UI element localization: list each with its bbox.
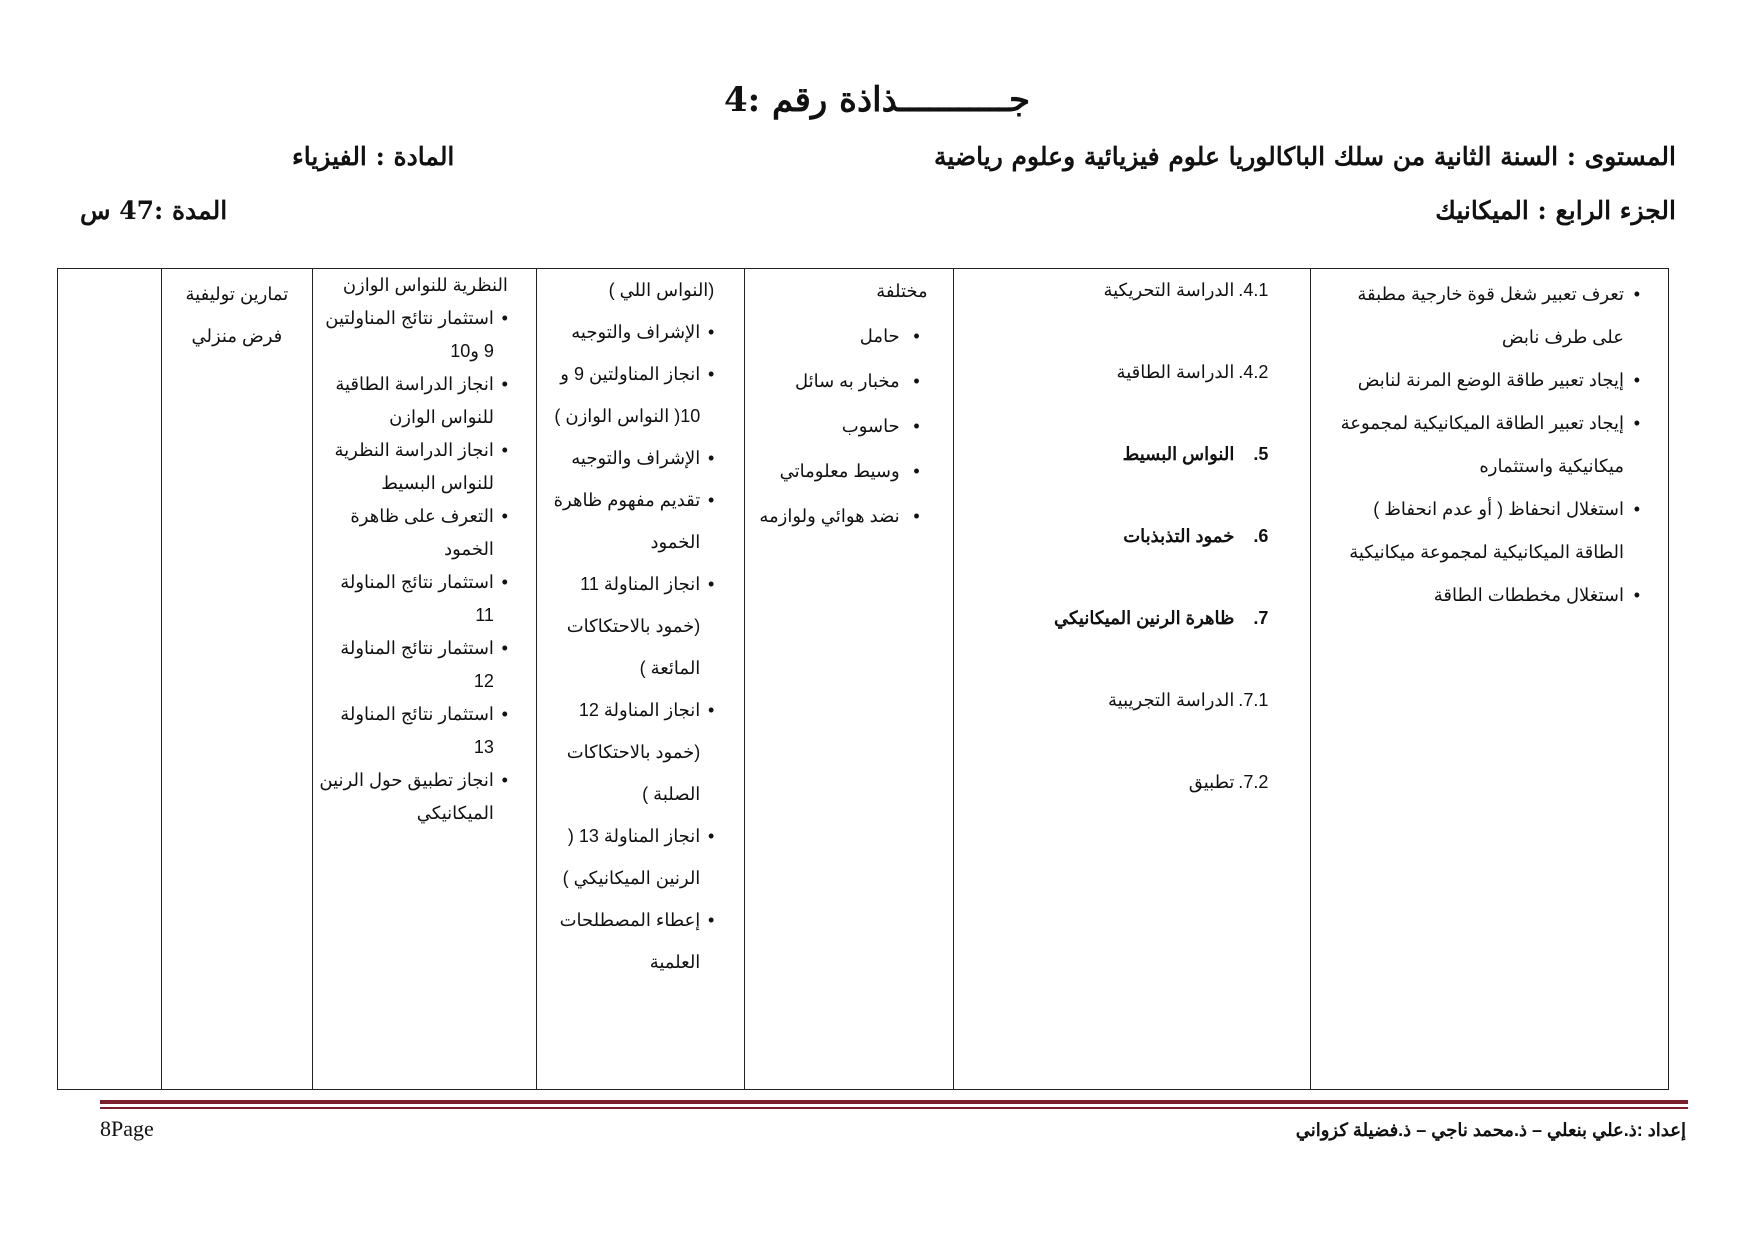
page-number: 8Page xyxy=(100,1116,154,1141)
learner-activity-cell xyxy=(312,269,536,1090)
evaluation-item: تمارين توليفية xyxy=(185,284,289,304)
objective-item: • إيجاد تعبير طاقة الوضع المرنة لنابض xyxy=(1321,359,1640,402)
learner-intro: النظرية للنواس الوازن xyxy=(342,275,508,295)
content-text: الدراسة التحريكية xyxy=(1103,280,1235,300)
learner-item: • استثمار نتائج المناولة 11 xyxy=(319,566,508,632)
teacher-intro: (النواس اللي ) xyxy=(608,280,715,300)
content-item xyxy=(964,597,1269,639)
evaluation-item: فرض منزلي xyxy=(191,326,283,346)
duration-label: المدة :47 س xyxy=(80,196,228,225)
content-text: الدراسة الطاقية xyxy=(1116,362,1235,382)
teacher-item: • انجاز المناولة 12 (خمود بالاحتكاكات الصلبة ) xyxy=(547,689,714,815)
content-number: 5. xyxy=(1253,444,1269,464)
material-item: • وسيط معلوماتي xyxy=(755,449,927,494)
learner-item: • انجاز الدراسة النظرية للنواس البسيط xyxy=(319,434,508,500)
teacher-item: • انجاز المناولة 11 (خمود بالاحتكاكات المائعة ) xyxy=(547,563,714,689)
content-item xyxy=(964,515,1269,557)
content-number: 6. xyxy=(1253,526,1269,546)
objective-item: • تعرف تعبير شغل قوة خارجية مطبقة على طرف نابض xyxy=(1321,273,1640,359)
content-text: خمود التذبذبات xyxy=(1123,526,1235,546)
content-number: 7. xyxy=(1253,608,1269,628)
objective-item: • إيجاد تعبير الطاقة الميكانيكية لمجموعة ميكانيكية واستثماره xyxy=(1321,402,1640,488)
material-item: • حامل xyxy=(755,314,927,359)
material-item: • مخبار به سائل xyxy=(755,359,927,404)
learner-item: • استثمار نتائج المناولة 13 xyxy=(319,698,508,764)
content-text: الدراسة التجريبية xyxy=(1107,690,1235,710)
learner-item: • انجاز تطبيق حول الرنين الميكانيكي xyxy=(319,764,508,830)
subject-label: المادة : الفيزياء xyxy=(292,142,455,171)
content-item xyxy=(964,679,1269,721)
material-item: • حاسوب xyxy=(755,404,927,449)
teacher-activity-cell xyxy=(536,269,744,1090)
content-text: ظاهرة الرنين الميكانيكي xyxy=(1053,608,1235,628)
teacher-item: • الإشراف والتوجيه xyxy=(547,311,714,353)
teacher-item: • انجاز المناولة 13 ( الرنين الميكانيكي ) xyxy=(547,815,714,899)
materials-intro: مختلفة xyxy=(876,281,928,301)
teacher-item: • انجاز المناولتين 9 و 10( النواس الوازن ) xyxy=(547,353,714,437)
objectives-cell xyxy=(1311,269,1669,1090)
content-cell xyxy=(953,269,1311,1090)
content-item xyxy=(964,761,1269,803)
part-label: الجزء الرابع : الميكانيك xyxy=(1435,196,1676,225)
empty-cell xyxy=(58,269,162,1090)
teacher-item: • إعطاء المصطلحات العلمية xyxy=(547,899,714,983)
material-item: • نضد هوائي ولوازمه xyxy=(755,494,927,539)
content-item xyxy=(964,433,1269,475)
learner-item: • استثمار نتائج المناولة 12 xyxy=(319,632,508,698)
content-number: 7.1. xyxy=(1238,690,1269,710)
teacher-item: • تقديم مفهوم ظاهرة الخمود xyxy=(547,479,714,563)
objective-item: • استغلال انحفاظ ( أو عدم انحفاظ ) الطاقة الميكانيكية لمجموعة ميكانيكية xyxy=(1321,488,1640,574)
footer-authors: إعداد :ذ.علي بنعلي – ذ.محمد ناجي – ذ.فضيلة كزواني xyxy=(1295,1120,1686,1140)
content-number: 7.2. xyxy=(1238,772,1269,792)
footer-rule xyxy=(100,1100,1688,1104)
learner-item: • انجاز الدراسة الطاقية للنواس الوازن xyxy=(319,368,508,434)
content-text: تطبيق xyxy=(1188,772,1235,792)
materials-cell xyxy=(745,269,953,1090)
content-item xyxy=(964,269,1269,311)
content-number: 4.2. xyxy=(1238,362,1269,382)
objective-item: • استغلال مخططات الطاقة xyxy=(1321,574,1640,617)
footer-rule-thin xyxy=(100,1107,1688,1109)
learner-item: • استثمار نتائج المناولتين 9 و10 xyxy=(319,302,508,368)
content-number: 4.1. xyxy=(1238,280,1269,300)
lesson-table xyxy=(57,268,1669,1090)
page-title: جـــــــــــذاذة رقم :4 xyxy=(723,80,1031,120)
level-label: المستوى : السنة الثانية من سلك الباكالوريا علوم فيزيائية وعلوم رياضية xyxy=(933,142,1676,171)
content-item xyxy=(964,351,1269,393)
evaluation-cell xyxy=(162,269,312,1090)
content-text: النواس البسيط xyxy=(1122,444,1235,464)
learner-item: • التعرف على ظاهرة الخمود xyxy=(319,500,508,566)
teacher-item: • الإشراف والتوجيه xyxy=(547,437,714,479)
